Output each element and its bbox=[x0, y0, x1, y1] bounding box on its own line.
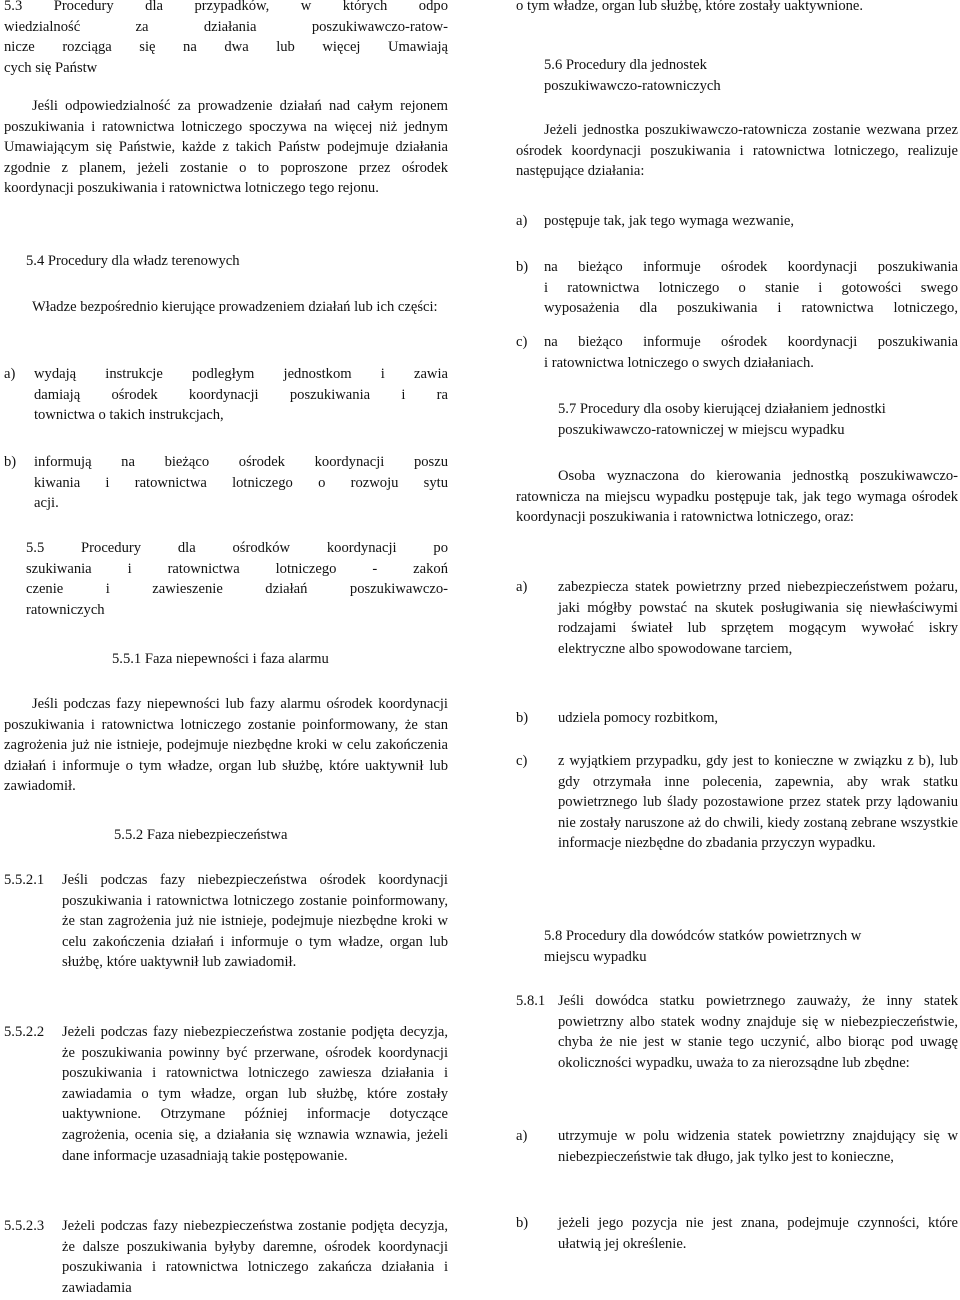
site-item-a bbox=[516, 577, 958, 659]
unit-item-c bbox=[516, 332, 958, 373]
heading-line: poszukiwawczo-ratowniczej w miejscu wypadku bbox=[558, 421, 845, 438]
item-label: a) bbox=[516, 579, 531, 595]
item-label: 5.8.1 bbox=[516, 993, 549, 1009]
item-text bbox=[34, 364, 448, 426]
item-text: utrzymuje w polu widzenia statek powietrzny znajdujący się w niebezpieczeństwie tak długo, jak tylko jest to konieczne, bbox=[558, 1128, 958, 1165]
item-line: na bieżąco informuje ośrodek koordynacji poszukiwania bbox=[544, 334, 958, 350]
section-5-4-title: 5.4 Procedury dla władz terenowych bbox=[26, 253, 240, 269]
heading-line: cych się Państw bbox=[4, 59, 98, 76]
item-label: 5.5.2.2 bbox=[4, 1024, 45, 1040]
item-label: a) bbox=[516, 1128, 531, 1144]
heading-line: ratowniczych bbox=[26, 601, 105, 618]
pilot-item-a bbox=[516, 1126, 958, 1167]
heading-line: nicze rozciąga się na dwa lub więcej Umawiają bbox=[4, 39, 448, 56]
item-text bbox=[544, 257, 958, 319]
site-item-c bbox=[516, 751, 958, 854]
pilot-item-b bbox=[516, 1213, 958, 1254]
section-5-5-1-title: 5.5.1 Faza niepewności i faza alarmu bbox=[112, 651, 329, 667]
subsection-5-5-2-3 bbox=[4, 1216, 448, 1298]
item-label: a) bbox=[4, 366, 16, 382]
item-line: wyposażenia dla poszukiwania i ratownictwa lotniczego, bbox=[544, 300, 958, 317]
item-line: townictwa o takich instrukcjach, bbox=[34, 407, 224, 424]
heading-line: 5.8 Procedury dla dowódców statków powietrznych w bbox=[544, 928, 862, 944]
item-line: na bieżąco informuje ośrodek koordynacji poszukiwania bbox=[544, 259, 958, 275]
item-text: Jeżeli podczas fazy niebezpieczeństwa zostanie podjęta decyzja, że poszukiwania powinny być przerwane, ośrodek koordynacji poszukiwania i ratownictwa lotniczego zawiesza działania i zawiadamia o tym władze, organ lub służbę, które zostały uaktywnione. Otrzymane później informacje dotyczące zagrożenia, ocenia się, a działania się wznawia wznawia, jeżeli dane informacje uzasadniają takie postępowanie. bbox=[62, 1024, 448, 1164]
heading-line: 5.5 Procedury dla ośrodków koordynacji po bbox=[26, 540, 448, 556]
unit-item-a bbox=[516, 211, 958, 232]
item-label: 5.5.2.3 bbox=[4, 1218, 45, 1234]
item-label: b) bbox=[516, 259, 532, 275]
heading-line: 5.3 Procedury dla przypadków, w których odpo bbox=[4, 0, 448, 14]
list-item-a bbox=[4, 364, 448, 426]
item-label: a) bbox=[516, 213, 531, 229]
item-label: c) bbox=[516, 753, 531, 769]
section-5-5-2-title: 5.5.2 Faza niebezpieczeństwa bbox=[114, 827, 288, 843]
item-text: z wyjątkiem przypadku, gdy jest to konieczne w związku z b), lub gdy otrzymała inne polecenia, zapewnia, aby wrak statku powietrznego lub ślady pozostawione przez statek przy lądowaniu nie zostały naruszone aż do chwili, kiedy zostaną zebrane wszystkie informacje niezbędne do zbadania przyczyn wypadku. bbox=[558, 753, 958, 852]
item-text: Jeśli podczas fazy niebezpieczeństwa ośrodek koordynacji poszukiwania i ratownictwa lotniczego zostanie poinformowany, że stan zagrożenia już nie istnieje, podejmuje niezbędne kroki w celu zakończenia działań i informuje o tym władze, organ lub służbę, które uaktywnił lub zawiadomił. bbox=[62, 872, 448, 971]
item-label: c) bbox=[516, 334, 531, 350]
subsection-5-5-2-2 bbox=[4, 1022, 448, 1166]
item-text bbox=[34, 452, 448, 514]
item-text: Jeżeli podczas fazy niebezpieczeństwa zostanie podjęta decyzja, że dalsze poszukiwania byłyby daremne, ośrodek koordynacji poszukiwania i ratownictwa lotniczego zakańcza działania i zawiadamia bbox=[62, 1218, 448, 1296]
heading-line: 5.6 Procedury dla jednostek bbox=[544, 57, 707, 73]
item-line: i ratownictwa lotniczego o stanie i gotowości swego bbox=[544, 279, 958, 296]
section-5-7-heading bbox=[558, 399, 886, 440]
subsection-5-5-2-1 bbox=[4, 870, 448, 973]
subsection-5-8-1 bbox=[516, 991, 958, 1073]
item-text: jeżeli jego pozycja nie jest znana, podejmuje czynności, które ułatwią jej określenie. bbox=[558, 1215, 958, 1252]
site-item-b bbox=[516, 708, 958, 729]
item-text: postępuje tak, jak tego wymaga wezwanie, bbox=[544, 213, 795, 229]
item-text: udziela pomocy rozbitkom, bbox=[558, 710, 719, 726]
paragraph-5-6: Jeżeli jednostka poszukiwawczo-ratownicza zostanie wezwana przez ośrodek koordynacji poszukiwania i ratownictwa lotniczego, realizuje następujące działania: bbox=[516, 122, 958, 180]
item-line: i ratownictwa lotniczego o swych działaniach. bbox=[544, 354, 814, 371]
heading-line: poszukiwawczo-ratowniczych bbox=[544, 77, 721, 94]
item-line: damiają ośrodek koordynacji poszukiwania i ra bbox=[34, 386, 448, 403]
heading-line: 5.7 Procedury dla osoby kierującej działaniem jednostki bbox=[558, 401, 886, 417]
paragraph-5-4-intro: Władze bezpośrednio kierujące prowadzeniem działań lub ich części: bbox=[32, 299, 438, 315]
section-5-6-heading bbox=[544, 55, 721, 96]
paragraph-5-7: Osoba wyznaczona do kierowania jednostką poszukiwawczo-ratownicza na miejscu wypadku postępuje tak, jak tego wymaga ośrodek koordynacji poszukiwania i ratownictwa lotniczego, oraz: bbox=[516, 468, 958, 526]
item-line: kiwania i ratownictwa lotniczego o rozwoju sytu bbox=[34, 474, 448, 491]
continuation-line: o tym władze, organ lub służbę, które zostały uaktywnione. bbox=[516, 0, 864, 14]
item-label: 5.5.2.1 bbox=[4, 872, 45, 888]
unit-item-b bbox=[516, 257, 958, 319]
item-line: wydają instrukcje podległym jednostkom i zawia bbox=[34, 366, 448, 382]
item-text: zabezpiecza statek powietrzny przed niebezpieczeństwem pożaru, jaki mógłby powstać na skutek posługiwania się niewłaściwymi rodzajami świateł lub sprzętem mogącym wywołać iskry elektryczne albo spowodowane tarciem, bbox=[558, 579, 958, 657]
section-5-5-heading bbox=[26, 538, 448, 620]
heading-line: miejscu wypadku bbox=[544, 948, 647, 965]
item-text: Jeśli dowódca statku powietrznego zauważy, że inny statek powietrzny albo statek wodny znajduje się w niebezpieczeństwie, chyba że nie jest w stanie tego uczynić, albo biorąc pod uwagę okoliczności wypadku, uważa to za nierozsądne lub zbędne: bbox=[558, 993, 958, 1071]
section-5-8-heading bbox=[544, 926, 861, 967]
paragraph-5-5-1: Jeśli podczas fazy niepewności lub fazy alarmu ośrodek koordynacji poszukiwania i ratownictwa lotniczego zostanie poinformowany, że stan zagrożenia już nie istnieje, podejmuje niezbędne kroki w celu zakończenia działań i informuje o tym władze, organ lub służbę, które uaktywnił lub zawiadomił. bbox=[4, 696, 448, 795]
heading-line: szukiwania i ratownictwa lotniczego - zakoń bbox=[26, 560, 448, 577]
section-5-3-heading bbox=[4, 0, 448, 78]
item-label: b) bbox=[516, 710, 536, 726]
list-item-b bbox=[4, 452, 448, 514]
item-label: b) bbox=[4, 454, 17, 470]
item-text bbox=[544, 332, 958, 373]
paragraph-5-3: Jeśli odpowiedzialność za prowadzenie działań nad całym rejonem poszukiwania i ratownictwa lotniczego spoczywa na więcej niż jednym Umawiającym się Państwie, każde z takich Państw podejmuje działania zgodnie z planem, jeżeli zostanie o to poproszone przez ośrodek koordynacji poszukiwania i ratownictwa lotniczego tego rejonu. bbox=[4, 98, 448, 197]
item-line: acji. bbox=[34, 495, 59, 512]
heading-line: czenie i zawieszenie działań poszukiwawczo- bbox=[26, 581, 448, 598]
item-line: informują na bieżąco ośrodek koordynacji poszu bbox=[34, 454, 448, 470]
item-label: b) bbox=[516, 1215, 532, 1231]
heading-line: wiedzialność za działania poszukiwawczo-ratow- bbox=[4, 18, 448, 35]
